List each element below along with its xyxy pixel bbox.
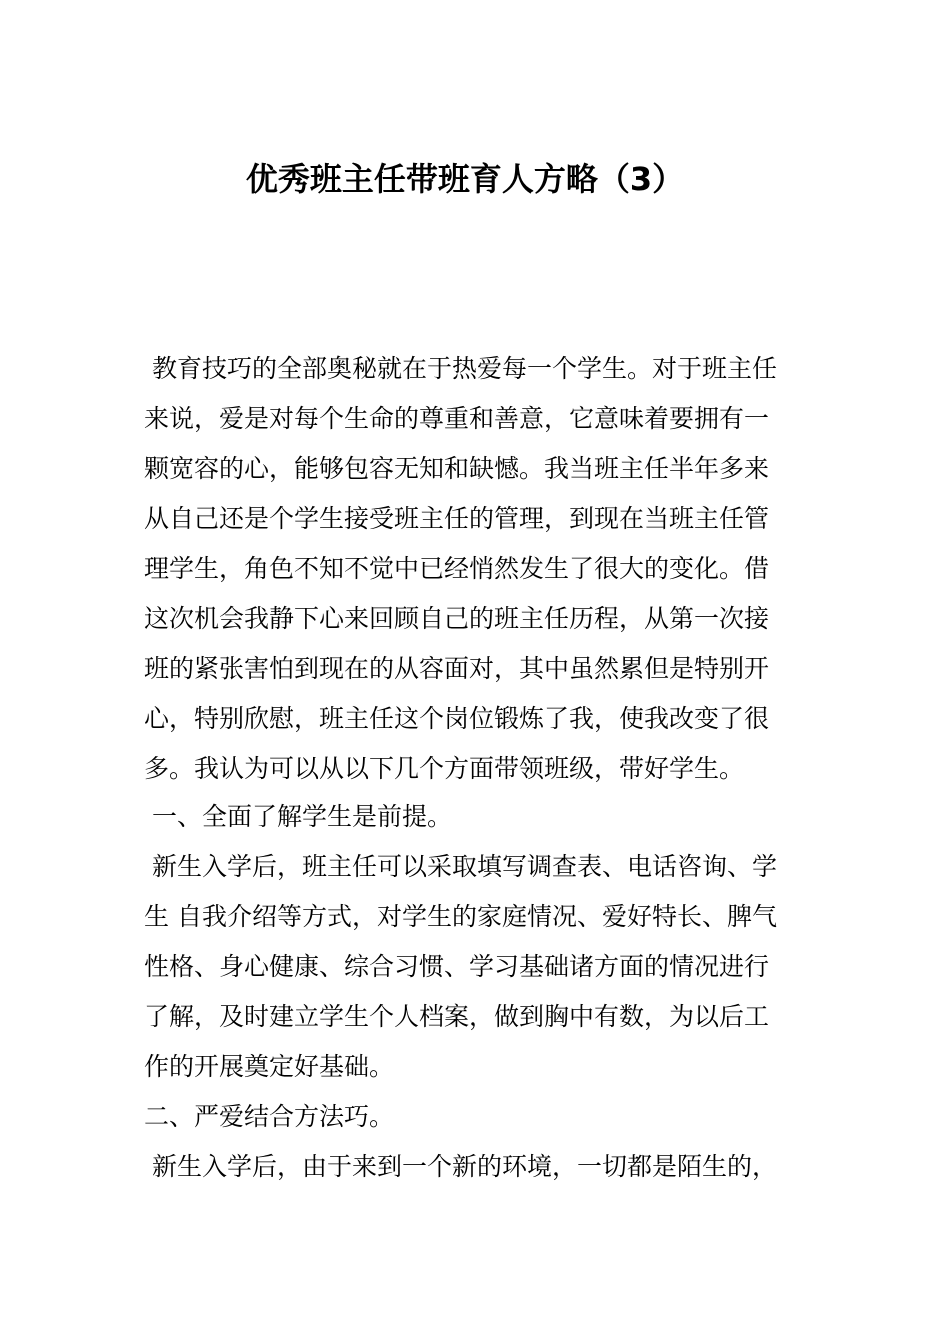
document-title: 优秀班主任带班育人方略（3） (245, 160, 685, 198)
body-text-line: 性格、身心健康、综合习惯、学习基础诸方面的情况进行 (144, 952, 770, 981)
body-text-line: 颗宽容的心，能够包容无知和缺憾。我当班主任半年多来 (144, 454, 770, 483)
body-text-line: 生 自我介绍等方式，对学生的家庭情况、爱好特长、脾气 (144, 902, 777, 931)
body-text-line: 新生入学后，班主任可以采取填写调查表、电话咨询、学 (144, 852, 777, 881)
body-text-line: 理学生，角色不知不觉中已经悄然发生了很大的变化。借 (144, 554, 770, 583)
body-text-line: 了解，及时建立学生个人档案，做到胸中有数，为以后工 (144, 1002, 770, 1031)
body-text-line: 从自己还是个学生接受班主任的管理，到现在当班主任管 (144, 504, 770, 533)
body-text-line: 心，特别欣慰，班主任这个岗位锻炼了我，使我改变了很 (144, 704, 770, 733)
section-heading-1: 一、全面了解学生是前提。 (144, 802, 452, 831)
body-text-line: 新生入学后，由于来到一个新的环境，一切都是陌生的， (144, 1152, 777, 1181)
body-text-line: 班的紧张害怕到现在的从容面对，其中虽然累但是特别开 (144, 654, 770, 683)
body-text-line: 教育技巧的全部奥秘就在于热爱每一个学生。对于班主任 (144, 354, 777, 383)
body-text-line: 多。我认为可以从以下几个方面带领班级，带好学生。 (144, 754, 745, 783)
body-text-line: 作的开展奠定好基础。 (144, 1052, 395, 1081)
section-heading-2: 二、严爱结合方法巧。 (144, 1102, 395, 1131)
body-text-line: 这次机会我静下心来回顾自己的班主任历程，从第一次接 (144, 604, 770, 633)
body-text-line: 来说，爱是对每个生命的尊重和善意，它意味着要拥有一 (144, 404, 770, 433)
